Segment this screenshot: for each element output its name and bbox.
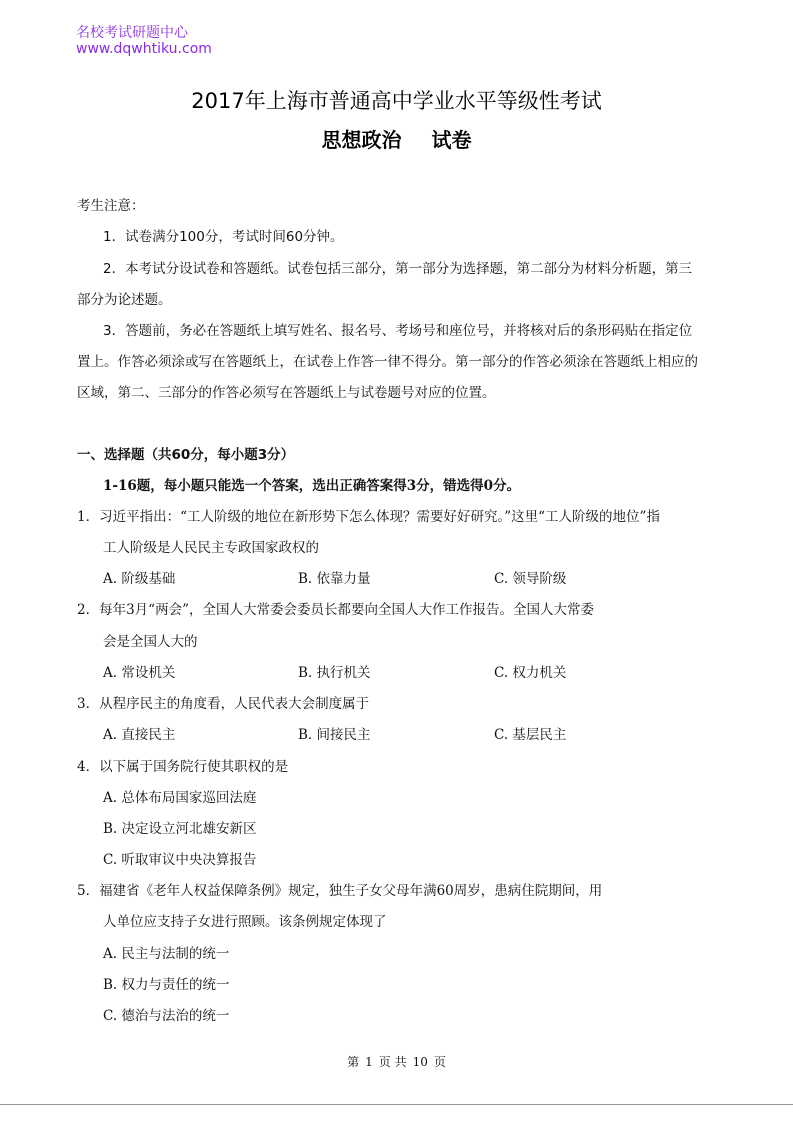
footer-prefix: 第 xyxy=(347,1055,360,1069)
bottom-rule xyxy=(0,1104,793,1105)
notice-item-3-cont: 置上。作答必须涂或写在答题纸上，在试卷上作答一律不得分。第一部分的作答必须涂在答题纸上相应的 xyxy=(77,354,698,370)
section-heading: 一、选择题（共60分，每小题3分） xyxy=(77,447,295,463)
section-instruction: 1-16题，每小题只能选一个答案，选出正确答案得3分，错选得0分。 xyxy=(103,478,521,494)
question-3-option-a: A. 直接民主 xyxy=(103,727,176,743)
question-3-stem: 3．从程序民主的角度看，人民代表大会制度属于 xyxy=(77,696,370,712)
notice-item-1: 1．试卷满分100分，考试时间60分钟。 xyxy=(103,229,344,245)
notice-item-2: 2．本考试分设试卷和答题纸。试卷包括三部分，第一部分为选择题，第二部分为材料分析题，第三 xyxy=(103,261,693,277)
question-2-stem: 2．每年3月“两会”，全国人大常委会委员长都要向全国人大作工作报告。全国人大常委 xyxy=(77,602,594,618)
subject-name: 思想政治 xyxy=(321,128,402,152)
question-4-option-b: B. 决定设立河北雄安新区 xyxy=(103,821,257,837)
question-2-option-b: B. 执行机关 xyxy=(298,665,371,681)
exam-subtitle xyxy=(0,124,793,153)
page-number: 1 xyxy=(365,1055,373,1069)
notice-heading: 考生注意： xyxy=(77,198,145,214)
question-2-stem-cont: 会是全国人大的 xyxy=(103,634,198,650)
question-4-stem: 4．以下属于国务院行使其职权的是 xyxy=(77,759,289,775)
footer-middle: 页 共 xyxy=(378,1055,407,1069)
notice-item-3-cont2: 区域，第二、三部分的作答必须写在答题纸上与试卷题号对应的位置。 xyxy=(77,385,496,401)
page-total: 10 xyxy=(412,1055,428,1069)
question-5-option-a: A. 民主与法制的统一 xyxy=(103,946,230,962)
question-5-stem: 5．福建省《老年人权益保障条例》规定，独生子女父母年满60周岁，患病住院期间，用 xyxy=(77,883,603,899)
paper-label: 试卷 xyxy=(431,128,472,152)
question-3-option-c: C. 基层民主 xyxy=(494,727,567,743)
question-1-option-c: C. 领导阶级 xyxy=(494,571,567,587)
exam-title: 2017年上海市普通高中学业水平等级性考试 xyxy=(191,89,602,113)
question-4-option-a: A. 总体布局国家巡回法庭 xyxy=(103,790,257,806)
question-4-option-c: C. 听取审议中央决算报告 xyxy=(103,852,257,868)
question-5-stem-cont: 人单位应支持子女进行照顾。该条例规定体现了 xyxy=(103,914,387,930)
question-2-option-c: C. 权力机关 xyxy=(494,665,567,681)
question-5-option-c: C. 德治与法治的统一 xyxy=(103,1008,230,1024)
question-5-option-b: B. 权力与责任的统一 xyxy=(103,977,230,993)
notice-item-2-cont: 部分为论述题。 xyxy=(77,292,172,308)
footer-suffix: 页 xyxy=(433,1055,446,1069)
question-1-option-a: A. 阶级基础 xyxy=(103,571,176,587)
question-3-option-b: B. 间接民主 xyxy=(298,727,371,743)
watermark-url: www.dqwhtiku.com xyxy=(76,41,212,57)
page-footer xyxy=(0,1053,793,1070)
watermark-title: 名校考试研题中心 xyxy=(76,25,188,41)
question-2-option-a: A. 常设机关 xyxy=(103,665,176,681)
question-1-option-b: B. 依靠力量 xyxy=(298,571,371,587)
question-1-stem-cont: 工人阶级是人民民主专政国家政权的 xyxy=(103,540,319,556)
notice-item-3: 3．答题前，务必在答题纸上填写姓名、报名号、考场号和座位号，并将核对后的条形码贴在指定位 xyxy=(103,323,693,339)
question-1-stem: 1．习近平指出：“工人阶级的地位在新形势下怎么体现？需要好好研究。”这里“工人阶级的地位”指 xyxy=(77,509,660,525)
